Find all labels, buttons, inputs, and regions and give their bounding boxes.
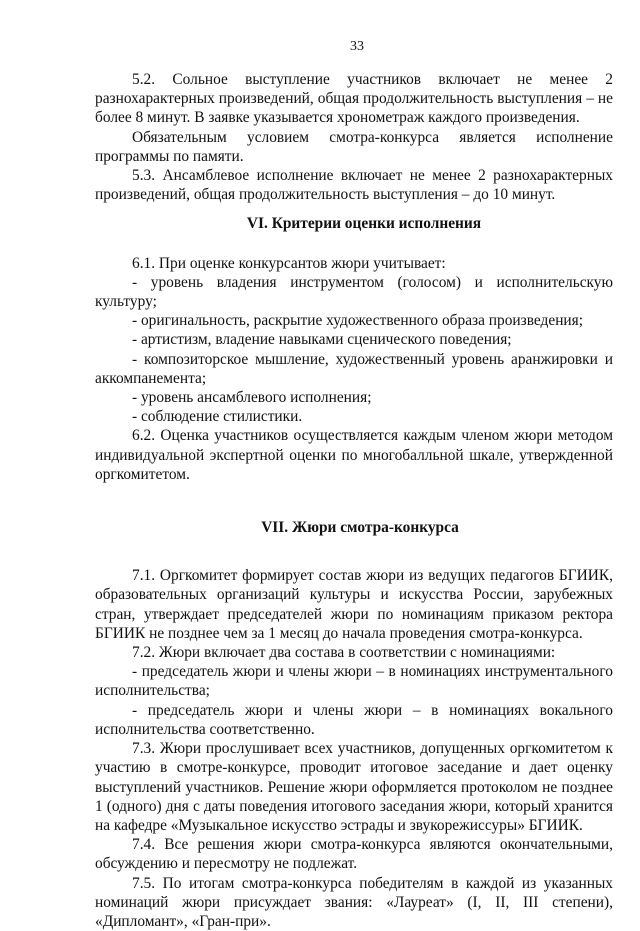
- para-6-2: 6.2. Оценка участников осуществляется каждым членом жюри методом индивидуальной экспертной оценки по многобалльной шкале, утвержденной оргкомитетом.: [95, 427, 613, 483]
- page-number: 33: [350, 39, 364, 54]
- para-7-1: 7.1. Оргкомитет формирует состав жюри из ведущих педагогов БГИИК, образовательных организаций культуры и искусства России, зарубежных стран, утверждает председателей жюри по номинациям приказом ректора БГИИК не позднее чем за 1 месяц до начала проведения смотра-конкурса.: [95, 567, 613, 642]
- criterion-ensemble: - уровень ансамблевого исполнения;: [132, 389, 372, 407]
- criterion-originality: - оригинальность, раскрытие художественного образа произведения;: [132, 312, 584, 330]
- criterion-artistry: - артистизм, владение навыками сценического поведения;: [132, 331, 512, 349]
- section-6-heading: VI. Критерии оценки исполнения: [246, 215, 482, 233]
- jury-instrumental: - председатель жюри и члены жюри – в номинациях инструментального исполнительства;: [95, 663, 613, 700]
- para-5-2: 5.2. Сольное выступление участников включает не менее 2 разнохарактерных произведений, общая продолжительность выступления – не более 8 минут. В заявке указывается хронометраж каждого произведения.: [95, 71, 613, 127]
- para-7-2: 7.2. Жюри включает два состава в соответствии с номинациями:: [132, 644, 556, 662]
- para-7-4: 7.4. Все решения жюри смотра-конкурса являются окончательными, обсуждению и пересмотру не подлежат.: [95, 836, 613, 873]
- criterion-instrument: - уровень владения инструментом (голосом) и исполнительскую культуру;: [95, 273, 613, 311]
- criterion-composition: - композиторское мышление, художественный уровень аранжировки и аккомпанемента;: [95, 350, 613, 387]
- section-7-heading: VII. Жюри смотра-конкурса: [261, 519, 459, 537]
- para-5-3: 5.3. Ансамблевое исполнение включает не менее 2 разнохарактерных произведений, общая продолжительность выступления – до 10 минут.: [95, 167, 613, 204]
- criterion-stylistics: - соблюдение стилистики.: [132, 408, 303, 426]
- para-6-1: 6.1. При оценке конкурсантов жюри учитывает:: [132, 254, 446, 272]
- document-page: [95, 38, 613, 931]
- jury-vocal: - председатель жюри и члены жюри – в номинациях вокального исполнительства соответственно.: [95, 701, 613, 738]
- para-5-2-mandatory: Обязательным условием смотра-конкурса является исполнение программы по памяти.: [95, 128, 613, 165]
- para-7-3: 7.3. Жюри прослушивает всех участников, допущенных оргкомитетом к участию в смотре-конкурсе, проводит итоговое заседание и дает оценку выступлений участников. Решение жюри оформляется протоколом не позднее 1 (одного) дня с даты поведения итогового заседания жюри, который хранится на кафедре «Музыкальное искусство эстрады и звукорежиссуры» БГИИК.: [95, 740, 613, 834]
- para-7-5: 7.5. По итогам смотра-конкурса победителям в каждой из указанных номинаций жюри присуждает звания: «Лауреат» (I, II, III степени), «Дипломант», «Гран-при».: [95, 874, 613, 930]
